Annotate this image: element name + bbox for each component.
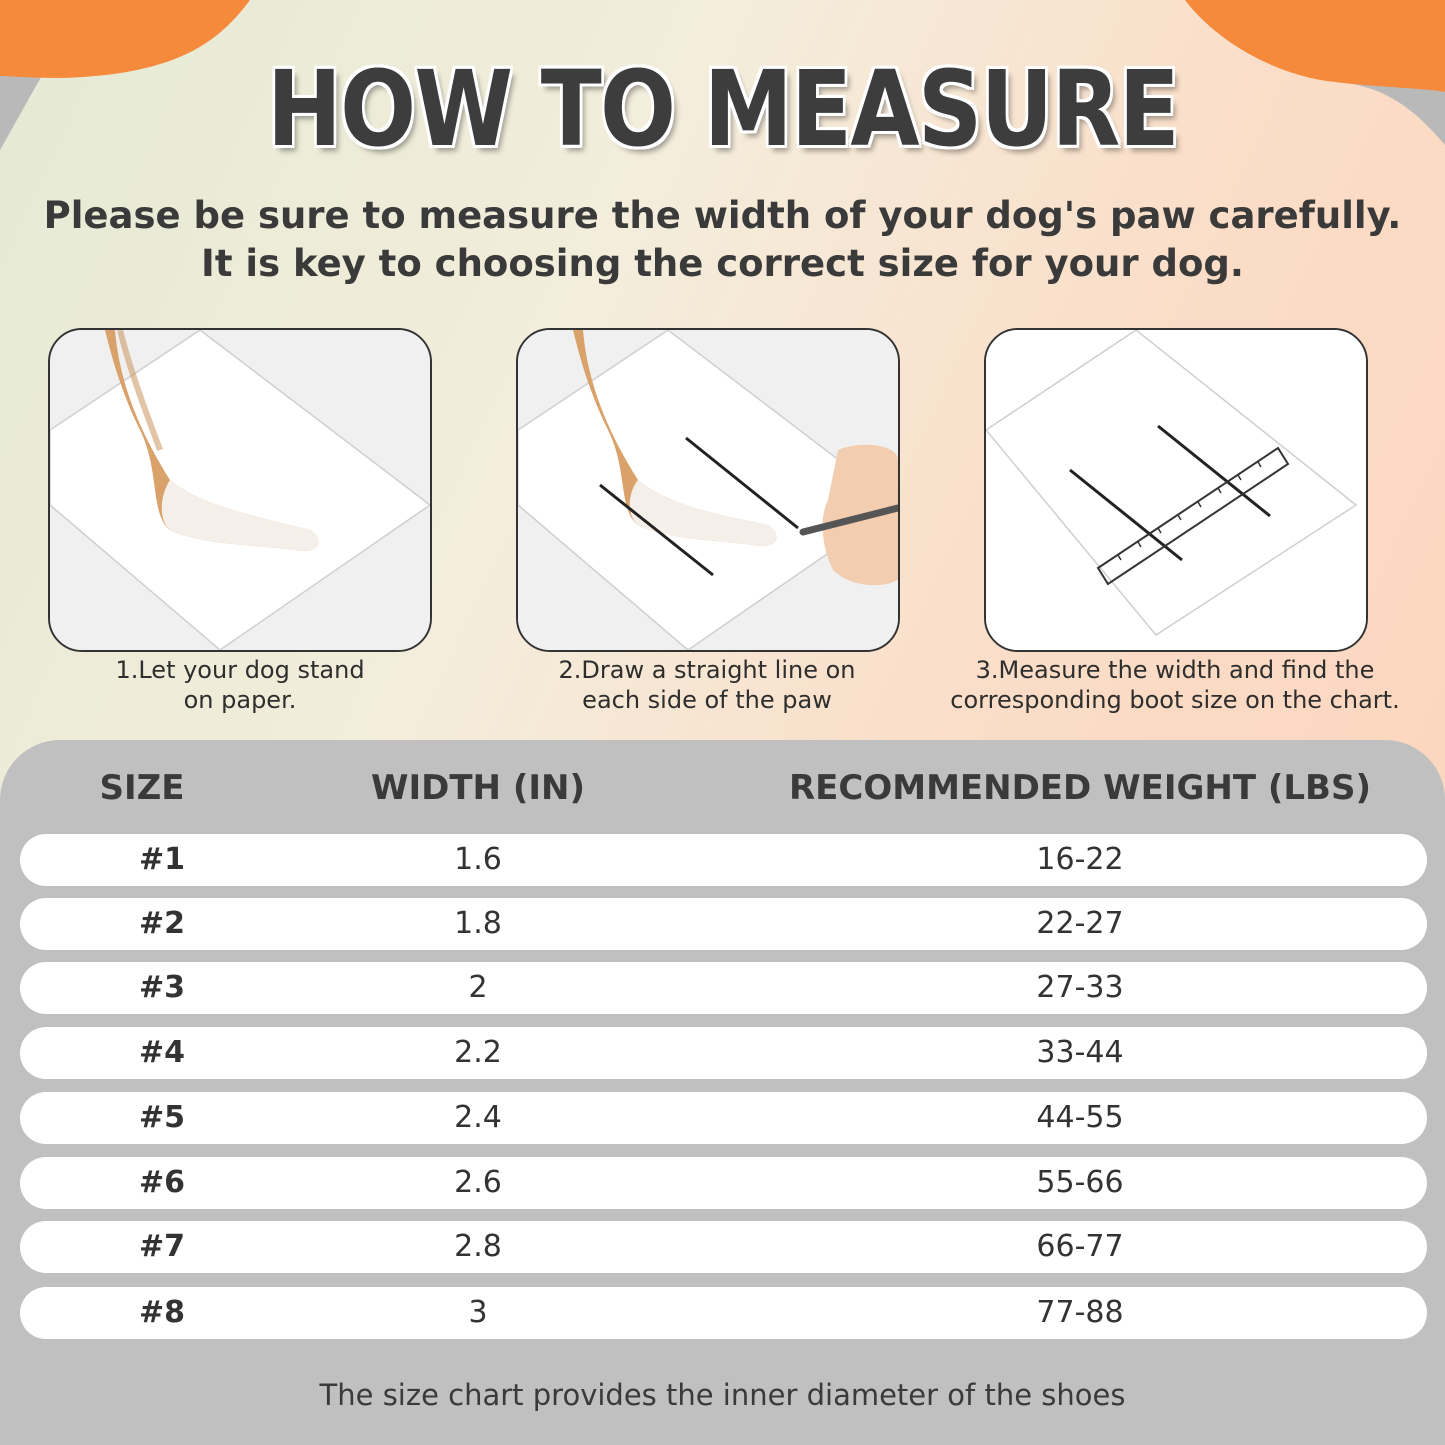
weight-cell: 77-88 <box>1036 1295 1124 1330</box>
size-cell: #1 <box>138 842 185 877</box>
size-cell: #4 <box>138 1035 185 1070</box>
width-cell: 2.2 <box>454 1035 502 1070</box>
ruler-measure-icon <box>986 330 1366 650</box>
width-cell: 2.6 <box>454 1165 502 1200</box>
weight-cell: 44-55 <box>1036 1100 1124 1135</box>
step-1-caption <box>0 655 480 715</box>
header-size: SIZE <box>99 768 185 808</box>
footnote: The size chart provides the inner diameter of the shoes <box>319 1378 1126 1412</box>
table-row <box>20 834 1427 886</box>
weight-cell: 27-33 <box>1036 970 1124 1005</box>
width-cell: 3 <box>468 1295 488 1330</box>
size-cell: #3 <box>138 970 185 1005</box>
width-cell: 2.4 <box>454 1100 502 1135</box>
table-row <box>20 1221 1427 1273</box>
header-width: WIDTH (IN) <box>370 768 586 808</box>
size-cell: #8 <box>138 1295 185 1330</box>
subtitle <box>0 192 1445 288</box>
page-title: HOW TO MEASURE <box>266 48 1179 170</box>
step-1-caption-line-1: 1.Let your dog stand <box>115 656 365 684</box>
weight-cell: 22-27 <box>1036 906 1124 941</box>
size-cell: #6 <box>138 1165 185 1200</box>
step-2-caption-line-2: each side of the paw <box>582 686 832 714</box>
step-3-caption-line-2: corresponding boot size on the chart. <box>950 686 1400 714</box>
size-cell: #7 <box>138 1229 185 1264</box>
weight-cell: 33-44 <box>1036 1035 1124 1070</box>
subtitle-line-2: It is key to choosing the correct size for your dog. <box>201 242 1244 285</box>
width-cell: 1.8 <box>454 906 502 941</box>
step-2-caption-line-1: 2.Draw a straight line on <box>558 656 856 684</box>
size-cell: #2 <box>138 906 185 941</box>
width-cell: 2 <box>468 970 488 1005</box>
step-1-illustration <box>48 328 432 652</box>
table-row <box>20 898 1427 950</box>
table-row <box>20 1027 1427 1079</box>
width-cell: 2.8 <box>454 1229 502 1264</box>
step-1-caption-line-2: on paper. <box>183 686 297 714</box>
step-3-caption-line-1: 3.Measure the width and find the <box>975 656 1375 684</box>
draw-lines-icon <box>518 330 898 650</box>
width-cell: 1.6 <box>454 842 502 877</box>
table-row <box>20 962 1427 1014</box>
table-row <box>20 1287 1427 1339</box>
step-2-caption <box>467 655 947 715</box>
subtitle-line-1: Please be sure to measure the width of your dog's paw carefully. <box>43 194 1402 237</box>
paw-on-paper-icon <box>50 330 430 650</box>
step-2-illustration <box>516 328 900 652</box>
step-3-illustration <box>984 328 1368 652</box>
size-cell: #5 <box>138 1100 185 1135</box>
header-weight: RECOMMENDED WEIGHT (LBS) <box>788 768 1372 808</box>
weight-cell: 16-22 <box>1036 842 1124 877</box>
table-row <box>20 1157 1427 1209</box>
weight-cell: 55-66 <box>1036 1165 1124 1200</box>
step-3-caption <box>935 655 1415 715</box>
weight-cell: 66-77 <box>1036 1229 1124 1264</box>
table-row <box>20 1092 1427 1144</box>
